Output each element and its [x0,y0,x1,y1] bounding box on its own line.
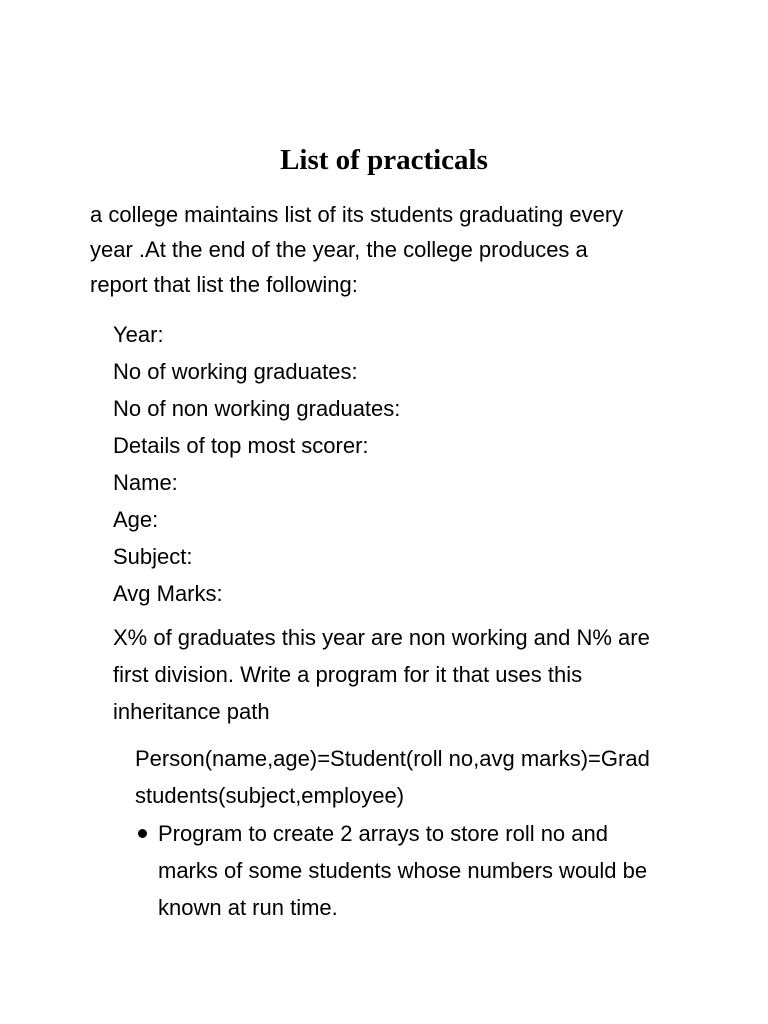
bullet-icon [138,829,147,838]
field-avg-marks: Avg Marks: [113,581,223,606]
requirements-line: first division. Write a program for it that uses this [113,662,583,687]
field-subject: Subject: [113,544,193,569]
inheritance-path-paragraph [135,740,695,814]
page-title: List of practicals [280,144,488,176]
field-top-scorer-details: Details of top most scorer: [113,433,369,458]
report-fields-list [113,316,400,612]
field-age: Age: [113,507,159,532]
field-name: Name: [113,470,178,495]
bullet-line: known at run time. [158,895,338,920]
field-working-graduates: No of working graduates: [113,359,358,384]
field-year: Year: [113,322,164,347]
inheritance-line: students(subject,employee) [135,783,405,808]
field-non-working-graduates: No of non working graduates: [113,396,401,421]
requirements-line: inheritance path [113,699,270,724]
intro-line: report that list the following: [90,272,358,297]
requirements-line: X% of graduates this year are non working and N% are [113,625,650,650]
bullet-line: Program to create 2 arrays to store roll no and [158,821,608,846]
intro-line: year .At the end of the year, the college produces a [90,237,588,262]
requirements-paragraph [113,619,693,730]
intro-paragraph [90,197,690,302]
inheritance-line: Person(name,age)=Student(roll no,avg marks)=Grad [135,746,650,771]
list-item [135,815,695,926]
practicals-bullet-list [135,815,695,926]
intro-line: a college maintains list of its students graduating every [90,202,624,227]
bullet-line: marks of some students whose numbers would be [158,858,648,883]
